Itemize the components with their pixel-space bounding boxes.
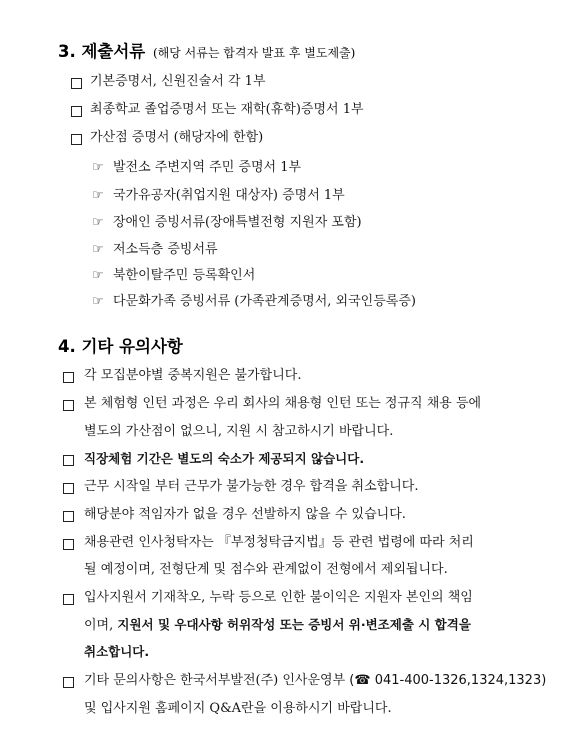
checkbox [71,106,82,117]
sub-list-item: 발전소 주변지역 주민 증명서 1부 [113,160,302,175]
sub-list-item: 국가유공자(취업지원 대상자) 증명서 1부 [113,188,345,203]
list-item [84,395,558,413]
pointing-hand-icon: ☞ [92,294,104,309]
list-item: 각 모집분야별 중복지원은 불가합니다. [84,368,302,383]
list-item: 해당분야 적임자가 없을 경우 선발하지 않을 수 있습니다. [84,507,406,522]
sub-list-item: 저소득층 증빙서류 [113,242,218,257]
list-item-text: 이며, [84,618,118,633]
list-item: 가산점 증명서 (해당자에 한함) [90,130,264,145]
list-item: 기본증명서, 신원진술서 각 1부 [90,74,266,89]
list-item: 근무 시작일 부터 근무가 불가능한 경우 합격을 취소합니다. [84,479,419,494]
list-item: 직장체험 기간은 별도의 숙소가 제공되지 않습니다. [84,451,365,466]
checkbox [71,134,82,145]
emphasis-text: 지원서 및 우대사항 허위작성 또는 증빙서 위·변조제출 시 합격을 [117,617,471,632]
checkbox [63,483,74,494]
sub-list-item: 다문화가족 증빙서류 (가족관계증명서, 외국인등록증) [113,294,416,309]
section-3-subtitle: (해당 서류는 합격자 발표 후 별도제출) [153,46,356,60]
pointing-hand-icon: ☞ [92,268,104,283]
section-3-title: 3. 제출서류 [58,42,146,61]
pointing-hand-icon: ☞ [92,242,104,257]
list-item: 최종학교 졸업증명서 또는 재학(휴학)증명서 1부 [90,102,364,117]
section-3-heading [58,38,355,62]
checkbox [63,372,74,383]
pointing-hand-icon: ☞ [92,215,104,230]
sub-list-item: 장애인 증빙서류(장애특별전형 지원자 포함) [113,215,362,230]
pointing-hand-icon: ☞ [92,160,104,175]
list-item: 채용관련 인사청탁자는 『부정청탁금지법』등 관련 법령에 따라 처리 [84,535,474,550]
list-item-continuation [84,616,471,635]
checkbox [63,539,74,550]
phone-number: (☎ 041-400-1326,1324,1323) [349,673,547,688]
list-item-continuation: 별도의 가산점이 없으니, 지원 시 참고하시기 바랍니다. [84,424,394,439]
checkbox [63,400,74,411]
checkbox [63,677,74,688]
sub-list-item: 북한이탈주민 등록확인서 [113,268,256,283]
list-item-continuation: 될 예정이며, 전형단계 및 점수와 관계없이 전형에서 제외됩니다. [84,562,448,577]
section-4-title: 4. 기타 유의사항 [58,337,183,356]
pointing-hand-icon: ☞ [92,188,104,203]
checkbox [63,594,74,605]
list-item: 입사지원서 기재착오, 누락 등으로 인한 불이익은 지원자 본인의 책임 [84,590,473,605]
list-item-continuation: 및 입사지원 홈페이지 Q&A란을 이용하시기 바랍니다. [84,701,392,716]
checkbox [63,511,74,522]
list-item-line: 본 체험형 인턴 과정은 우리 회사의 채용형 인턴 또는 정규직 채용 등에 [84,396,482,411]
checkbox [63,455,74,466]
list-item [84,672,546,690]
checkbox [71,78,82,89]
list-item-text: 기타 문의사항은 한국서부발전(주) 인사운영부 [84,673,346,688]
section-4-heading [58,333,183,357]
list-item-continuation: 취소합니다. [84,644,150,659]
